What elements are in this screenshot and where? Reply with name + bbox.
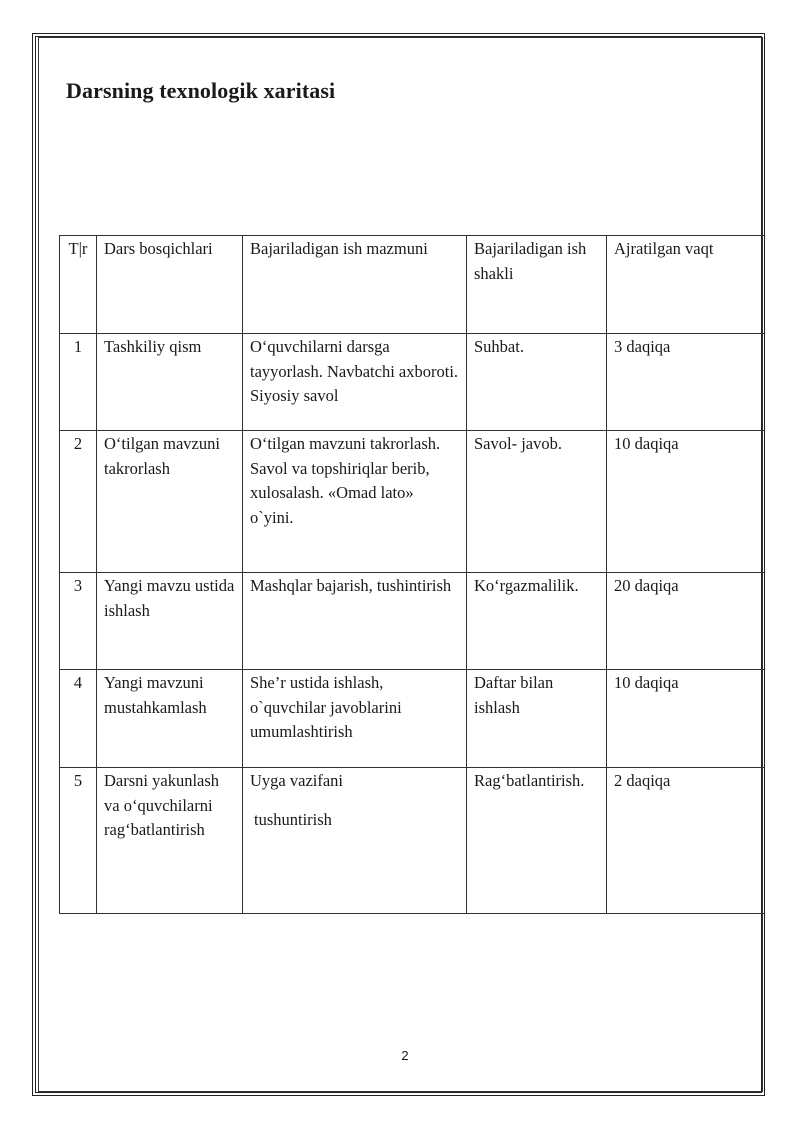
row-form: Daftar bilan ishlash xyxy=(467,670,607,768)
row-number: 4 xyxy=(60,670,97,768)
row-content-continued: tushuntirish xyxy=(254,809,332,829)
table-row xyxy=(60,334,764,431)
row-form: Suhbat. xyxy=(467,334,607,431)
row-number: 3 xyxy=(60,573,97,670)
row-form: Savol- javob. xyxy=(467,431,607,573)
row-content-cell xyxy=(243,768,467,914)
row-time: 3 daqiqa xyxy=(607,334,764,431)
table-row xyxy=(60,768,764,914)
row-form: Ko‘rgazmalilik. xyxy=(467,573,607,670)
row-stage: Darsni yakunlash va o‘quvchilarni rag‘batlantirish xyxy=(97,768,243,914)
row-stage: O‘tilgan mavzuni takrorlash xyxy=(97,431,243,573)
page-title: Darsning texnologik xaritasi xyxy=(66,78,336,103)
table-row xyxy=(60,573,764,670)
header-stage: Dars bosqichlari xyxy=(97,236,243,334)
row-content: Uyga vazifani xyxy=(250,771,343,790)
row-stage: Tashkiliy qism xyxy=(97,334,243,431)
row-form: Rag‘batlantirish. xyxy=(467,768,607,914)
row-number: 5 xyxy=(60,768,97,914)
row-number: 1 xyxy=(60,334,97,431)
row-stage: Yangi mavzuni mustahkamlash xyxy=(97,670,243,768)
row-time: 10 daqiqa xyxy=(607,670,764,768)
row-time: 2 daqiqa xyxy=(607,768,764,914)
table-row xyxy=(60,670,764,768)
table-header-row xyxy=(60,236,764,334)
header-form: Bajariladigan ish shakli xyxy=(467,236,607,334)
header-number: T|r xyxy=(60,236,97,334)
row-number: 2 xyxy=(60,431,97,573)
row-content: O‘tilgan mavzuni takrorlash. Savol va topshiriqlar berib, xulosalash. «Omad lato» o`yini. xyxy=(243,431,467,573)
row-time: 20 daqiqa xyxy=(607,573,764,670)
row-content: Mashqlar bajarish, tushintirish xyxy=(243,573,467,670)
row-content: O‘quvchilarni darsga tayyorlash. Navbatchi axboroti. Siyosiy savol xyxy=(243,334,467,431)
header-time: Ajratilgan vaqt xyxy=(607,236,764,334)
row-stage: Yangi mavzu ustida ishlash xyxy=(97,573,243,670)
row-time: 10 daqiqa xyxy=(607,431,764,573)
header-content: Bajariladigan ish mazmuni xyxy=(243,236,467,334)
page-number: 2 xyxy=(401,1048,409,1063)
row-content: She’r ustida ishlash, o`quvchilar javoblarini umumlashtirish xyxy=(243,670,467,768)
lesson-plan-table xyxy=(59,235,764,914)
table-row xyxy=(60,431,764,573)
